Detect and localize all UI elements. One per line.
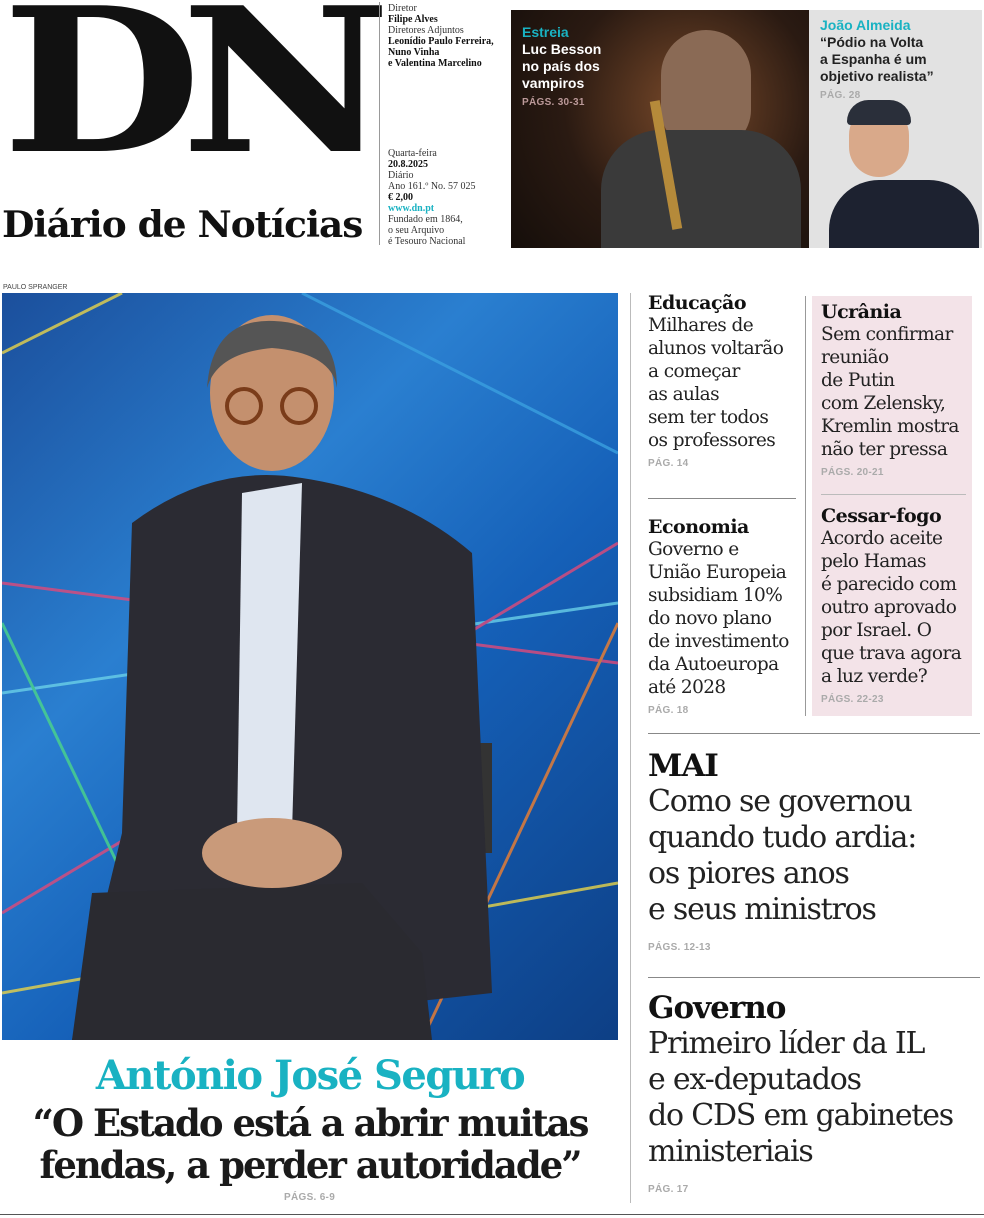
story-line: os piores anos (648, 856, 849, 891)
lead-quote-line: fendas, a perder autoridade” (39, 1143, 581, 1187)
armor-shape (601, 130, 801, 248)
story-line: União Europeia (648, 562, 787, 583)
promo-title: “Pódio na Volta (820, 34, 924, 50)
promo-title: Luc Besson (522, 41, 602, 57)
photo-illustration (2, 293, 618, 1040)
story-line: as aulas (648, 384, 719, 405)
promo-title: no país dos (522, 58, 600, 74)
edition-box (388, 148, 508, 247)
divider (821, 494, 966, 495)
story-line: Kremlin mostra (821, 416, 959, 437)
story-line: reunião (821, 347, 889, 368)
story-page: PÁG. 18 (648, 705, 689, 716)
story-economia[interactable] (648, 516, 803, 716)
lead-page: PÁGS. 6-9 (284, 1192, 336, 1203)
frequency: Diário (388, 170, 414, 181)
story-line: da Autoeuropa (648, 654, 779, 675)
promo-kicker: João Almeida (820, 17, 911, 33)
deputy: Leonídio Paulo Ferreira, (388, 36, 494, 47)
story-kicker: Economia (648, 516, 749, 538)
price: € 2,00 (388, 192, 413, 203)
lead-name: António José Seguro (95, 1052, 525, 1099)
newspaper-name: Diário de Notícias (2, 204, 363, 246)
staff-box (388, 3, 508, 69)
story-cessar-fogo[interactable] (821, 505, 971, 705)
story-line: é parecido com (821, 574, 957, 595)
story-line: Primeiro líder da IL (648, 1026, 925, 1061)
story-mai[interactable] (648, 748, 983, 953)
story-ucrania[interactable] (821, 301, 971, 478)
story-line: Acordo aceite (821, 528, 943, 549)
divider (648, 498, 796, 499)
edition-number: Ano 161.º No. 57 025 (388, 181, 476, 192)
founded: Fundado em 1864, (388, 214, 463, 225)
story-line: sem ter todos (648, 407, 769, 428)
promo-page: PÁG. 28 (820, 90, 861, 101)
photo-credit: PAULO SPRANGER (3, 284, 68, 291)
lead-quote-line: “O Estado está a abrir muitas (32, 1101, 588, 1145)
promo-page: PÁGS. 30-31 (522, 97, 585, 108)
story-line: com Zelensky, (821, 393, 946, 414)
promo-kicker: Estreia (522, 24, 569, 40)
story-line: e ex-deputados (648, 1062, 861, 1097)
story-line: ministeriais (648, 1134, 813, 1169)
website-link[interactable]: www.dn.pt (388, 203, 435, 214)
story-governo[interactable] (648, 990, 983, 1195)
lead-photo (2, 293, 618, 1040)
promo-title: objetivo realista” (820, 68, 934, 84)
story-line: Como se governou (648, 784, 912, 819)
dn-logo: DN (2, 0, 371, 199)
story-line: que trava agora (821, 643, 962, 664)
story-kicker: Educação (648, 292, 747, 314)
promo-photo-shirt (829, 180, 979, 248)
deputies-label: Diretores Adjuntos (388, 25, 464, 36)
story-line: até 2028 (648, 677, 726, 698)
divider (379, 2, 380, 245)
story-kicker: Governo (648, 990, 786, 1026)
story-kicker: Ucrânia (821, 301, 902, 323)
story-kicker: Cessar-fogo (821, 505, 942, 527)
date: 20.8.2025 (388, 159, 428, 170)
promo-luc-besson[interactable] (511, 10, 809, 248)
story-line: de Putin (821, 370, 895, 391)
weekday: Quarta-feira (388, 148, 437, 159)
story-line: subsidiam 10% (648, 585, 783, 606)
story-page: PÁGS. 22-23 (821, 694, 884, 705)
promo-title: a Espanha é um (820, 51, 927, 67)
story-kicker: MAI (648, 748, 718, 784)
column-divider (630, 293, 631, 1203)
promo-title: vampiros (522, 75, 585, 91)
story-line: Sem confirmar (821, 324, 953, 345)
story-line: por Israel. O (821, 620, 932, 641)
story-page: PÁGS. 12-13 (648, 942, 711, 953)
story-line: a luz verde? (821, 666, 928, 687)
story-line: pelo Hamas (821, 551, 926, 572)
deputy: e Valentina Marcelino (388, 58, 482, 69)
divider (648, 977, 980, 978)
story-line: outro aprovado (821, 597, 957, 618)
story-line: Governo e (648, 539, 739, 560)
founded: é Tesouro Nacional (388, 236, 466, 247)
story-line: do CDS em gabinetes (648, 1098, 954, 1133)
story-line: os professores (648, 430, 776, 451)
story-line: Milhares de (648, 315, 754, 336)
director: Filipe Alves (388, 14, 438, 25)
story-line: a começar (648, 361, 740, 382)
story-page: PÁG. 14 (648, 458, 689, 469)
promo-joao-almeida[interactable] (809, 10, 982, 248)
story-page: PÁG. 17 (648, 1184, 689, 1195)
story-line: não ter pressa (821, 439, 948, 460)
story-educacao[interactable] (648, 292, 803, 469)
story-line: do novo plano (648, 608, 772, 629)
divider (648, 733, 980, 734)
story-line: e seus ministros (648, 892, 876, 927)
story-page: PÁGS. 20-21 (821, 467, 884, 478)
story-line: quando tudo ardia: (648, 820, 917, 855)
founded: o seu Arquivo (388, 225, 445, 236)
promo-photo-hair (847, 100, 911, 125)
story-line: alunos voltarão (648, 338, 784, 359)
deputy: Nuno Vinha (388, 47, 440, 58)
bottom-rule (0, 1214, 984, 1215)
lead-headline[interactable] (0, 1102, 620, 1186)
story-line: de investimento (648, 631, 789, 652)
divider (805, 296, 806, 716)
director-label: Diretor (388, 3, 417, 14)
